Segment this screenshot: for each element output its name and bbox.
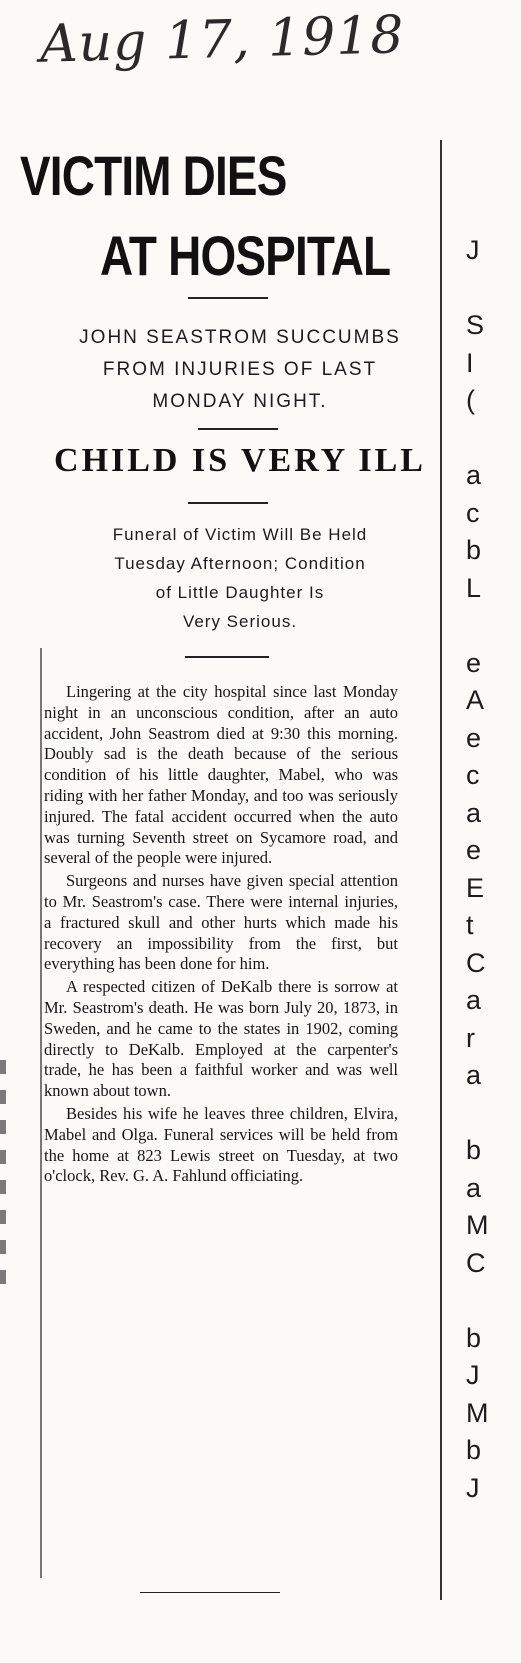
divider-rule <box>188 502 268 504</box>
body-paragraph: Surgeons and nurses have given special attention to Mr. Seastrom's case. There were internal injuries, a fractured skull and other hurts which made his recovery an impossibility from the first, but everything has been done for him. <box>44 871 398 974</box>
body-paragraph: A respected citizen of DeKalb there is sorrow at Mr. Seastrom's death. He was born July 20, 1873, in Sweden, and he came to the states in 1902, coming directly to DeKalb. Employed at the carpenter's trade, he has been a faithful worker and was well known about town. <box>44 977 398 1101</box>
fragment-letter: A <box>466 685 485 715</box>
fragment-letter <box>466 607 521 645</box>
deck-line: Very Serious. <box>182 612 298 631</box>
fragment-letter <box>466 1095 521 1133</box>
subhead: CHILD IS VERY ILL <box>54 442 426 479</box>
fragment-letter: C <box>466 947 486 978</box>
fragment-letter: a <box>466 1172 482 1203</box>
headline-line-2: AT HOSPITAL <box>100 224 391 287</box>
fragment-letter: C <box>466 1247 486 1278</box>
fragment-letter: a <box>466 1060 482 1090</box>
deck-line: MONDAY NIGHT. <box>152 391 328 412</box>
fragment-letter: b <box>466 535 482 565</box>
fragment-letter: e <box>466 835 482 865</box>
fragment-letter <box>466 270 521 308</box>
fragment-letter: M <box>466 1397 489 1428</box>
deck-line: of Little Daughter Is <box>155 583 325 602</box>
secondary-deck <box>40 520 440 636</box>
fragment-letter: t <box>466 910 474 940</box>
fragment-letter: b <box>466 1435 482 1465</box>
deck-line: FROM INJURIES OF LAST <box>102 359 378 380</box>
clipping-left-edge <box>40 648 42 1578</box>
fragment-letter: e <box>466 647 482 678</box>
fragment-letter: r <box>466 1022 475 1053</box>
deck-headline <box>40 322 440 418</box>
deck-line: JOHN SEASTROM SUCCUMBS <box>79 327 401 348</box>
fragment-letter <box>466 420 521 458</box>
body-paragraph: Lingering at the city hospital since last Monday night in an unconscious condition, after an auto accident, John Seastrom died at 9:30 this morning. Doubly sad is the death because of the serious condition of his little daughter, Mabel, who was riding with her father Monday, and too was seriously injured. The fatal accident occurred when the auto was turning Seventh street on Sycamore road, and several of the people were injured. <box>44 682 398 868</box>
fragment-letter: I <box>466 347 474 378</box>
end-rule <box>140 1592 280 1593</box>
fragment-letter: c <box>466 497 480 528</box>
divider-rule <box>188 297 268 299</box>
fragment-letter: J <box>466 1360 480 1390</box>
fragment-letter: c <box>466 760 480 790</box>
fragment-letter: J <box>466 1472 480 1503</box>
fragment-letter: b <box>466 1135 482 1165</box>
headline-line-1: VICTIM DIES <box>20 144 287 207</box>
handwritten-date: Aug 17, 1918 <box>39 5 406 75</box>
scan-edge-artifact <box>0 1060 6 1300</box>
adjacent-column-fragment <box>466 232 521 1507</box>
fragment-letter: S <box>466 310 485 340</box>
fragment-letter: e <box>466 722 482 753</box>
fragment-letter: b <box>466 1322 482 1353</box>
deck-line: Tuesday Afternoon; Condition <box>114 554 366 573</box>
fragment-letter: M <box>466 1210 489 1240</box>
body-paragraph: Besides his wife he leaves three children, Elvira, Mabel and Olga. Funeral services will be held from the home at 823 Lewis street on Tuesday, at two o'clock, Rev. G. A. Fahlund officiating. <box>44 1103 398 1186</box>
article-body <box>44 682 398 1189</box>
fragment-letter: E <box>466 872 485 903</box>
fragment-letter: L <box>466 572 482 603</box>
fragment-letter: a <box>466 460 482 490</box>
fragment-letter: a <box>466 797 482 828</box>
newspaper-clipping <box>20 140 442 1600</box>
fragment-letter: a <box>466 985 482 1015</box>
fragment-letter: ( <box>466 385 475 415</box>
fragment-letter <box>466 1282 521 1320</box>
deck-line: Funeral of Victim Will Be Held <box>112 525 368 544</box>
divider-rule <box>198 428 278 430</box>
divider-rule <box>185 656 269 658</box>
fragment-letter: J <box>466 235 480 265</box>
